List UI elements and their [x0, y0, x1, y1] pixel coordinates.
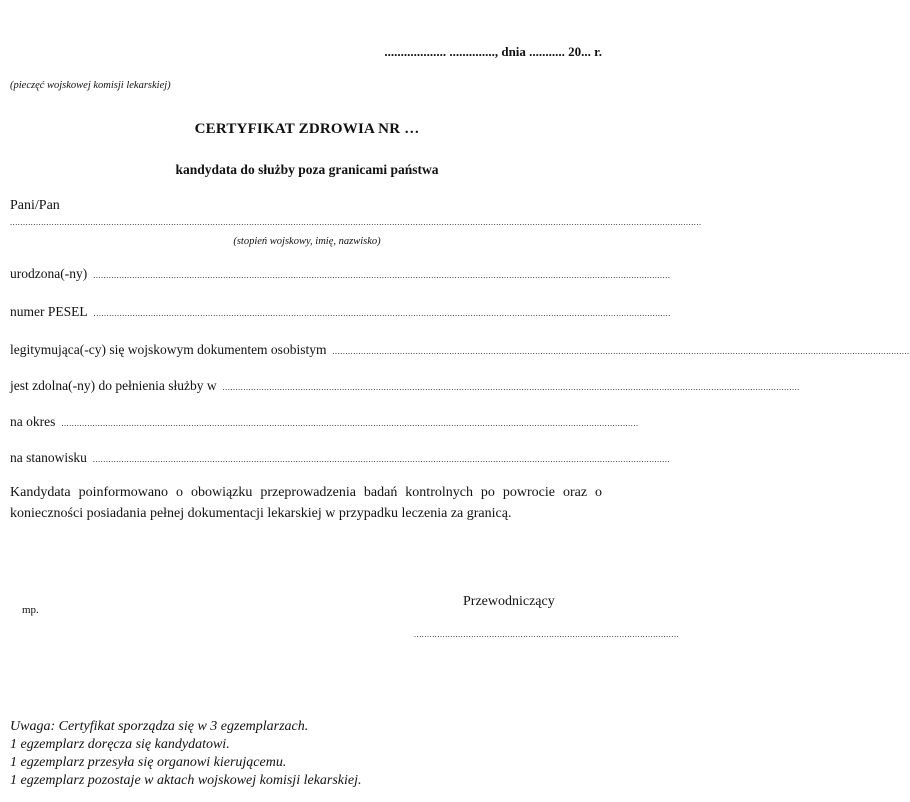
stamp-place-label: mp. [22, 604, 39, 616]
period-label: na okres [10, 414, 56, 429]
chairman-label: Przewodniczący [463, 594, 555, 609]
birth-label: urodzona(-ny) [10, 266, 88, 281]
position-field[interactable]: .............................................................................................................................................................................................................................. [92, 455, 671, 464]
chairman-signature-field[interactable]: ...................................................................................................... [414, 630, 680, 639]
addressee-field[interactable]: .......................................................................................................................................................................................................................................................................... [10, 218, 702, 227]
addressee-label: Pani/Pan [10, 198, 60, 213]
pesel-field[interactable]: .............................................................................................................................................................................................................................. [93, 309, 671, 318]
id-document-label: legitymująca(-cy) się wojskowym dokumentem osobistym [10, 342, 327, 357]
id-document-field-row [10, 342, 910, 358]
stamp-caption: (pieczęć wojskowej komisji lekarskiej) [10, 80, 171, 91]
birth-field-row [10, 266, 671, 282]
date-line: ................... .............., dnia ........... 20... r. [384, 44, 602, 59]
pesel-field-row [10, 304, 671, 320]
birth-field[interactable]: .............................................................................................................................................................................................................................. [93, 271, 671, 280]
pesel-label: numer PESEL [10, 304, 88, 319]
position-label: na stanowisku [10, 450, 87, 465]
position-field-row [10, 450, 671, 466]
note-line: 1 egzemplarz doręcza się kandydatowi. [10, 737, 230, 752]
statement-paragraph: Kandydata poinformowano o obowiązku przeprowadzenia badań kontrolnych po powrocie oraz o konieczności posiadania pełnej dokumentacji lekarskiej w przypadku leczenia za granicą. [10, 485, 602, 521]
service-fitness-field[interactable]: .............................................................................................................................................................................................................................. [222, 383, 800, 392]
note-line: 1 egzemplarz przesyła się organowi kierującemu. [10, 755, 287, 770]
note-line: 1 egzemplarz pozostaje w aktach wojskowej komisji lekarskiej. [10, 773, 362, 788]
notes-block [10, 718, 362, 790]
id-document-field[interactable]: .............................................................................................................................................................................................................................. [332, 347, 910, 356]
certificate-title: CERTYFIKAT ZDROWIA NR … [194, 121, 420, 137]
period-field[interactable]: .............................................................................................................................................................................................................................. [61, 419, 639, 428]
period-field-row [10, 414, 639, 430]
note-line: Uwaga: Certyfikat sporządza się w 3 egzemplarzach. [10, 719, 309, 734]
service-fitness-field-row [10, 378, 800, 394]
service-fitness-label: jest zdolna(-ny) do pełnienia służby w [10, 378, 217, 393]
certificate-subtitle: kandydata do służby poza granicami państwa [175, 162, 439, 177]
addressee-caption: (stopień wojskowy, imię, nazwisko) [233, 236, 381, 247]
